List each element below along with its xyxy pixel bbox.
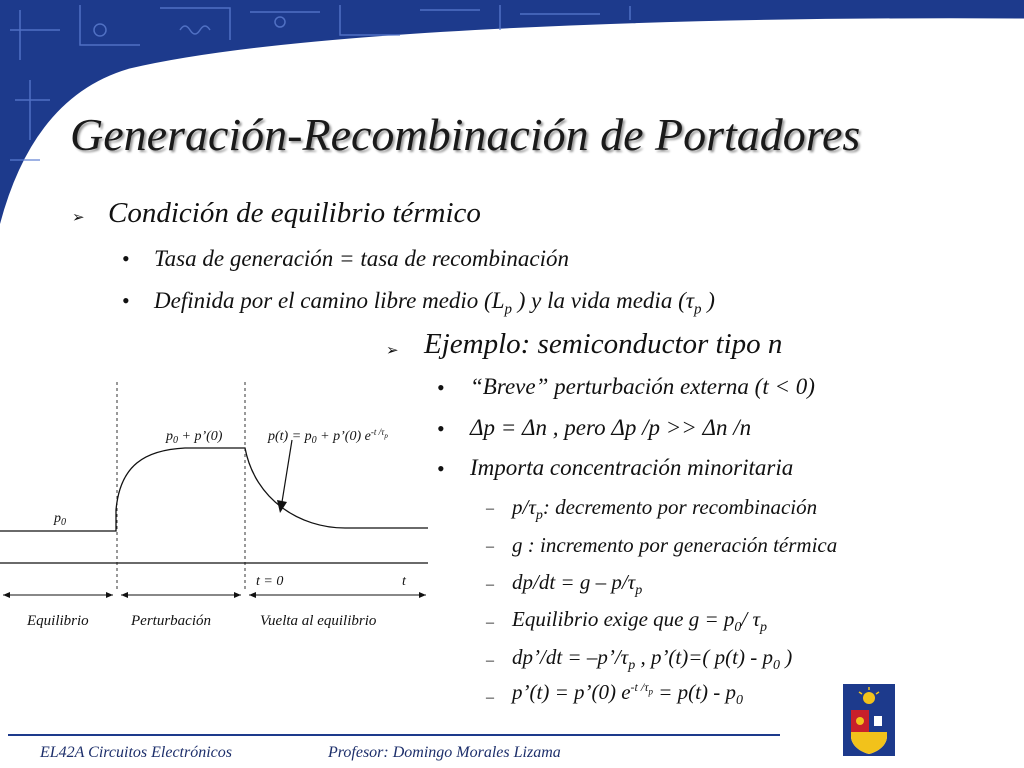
- dash-icon: –: [486, 500, 494, 517]
- dash-dpdt: $dp/dt = g - p/\tau_p$: [512, 570, 643, 599]
- arrow-bullet-icon: ➢: [72, 210, 85, 226]
- bullet-ejemplo: Ejemplo: semiconductor tipo n: [424, 328, 783, 360]
- dash-icon: –: [486, 689, 494, 706]
- ex-breve: “Breve” perturbación externa (t < 0): [470, 374, 815, 399]
- ex-importa: Importa concentración minoritaria: [470, 455, 794, 480]
- t-label: t: [402, 574, 406, 589]
- sub-bullet-definida: Definida por el camino libre medio ($L_p$ ) y la vida media ($\tau_p$ ): [154, 288, 715, 318]
- peak-label: $p_0$ + p’(0): [166, 429, 223, 446]
- region-perturbacion: Perturbación: [131, 613, 211, 629]
- bullet-dot-icon: •: [437, 375, 445, 400]
- footer-course: EL42A Circuitos Electrónicos: [40, 744, 232, 761]
- dash-pprime: p’(t) = p’(0) $e^{-t /\tau_p} = p(t) - p_0$: [512, 680, 744, 709]
- dash-icon: –: [486, 652, 494, 669]
- p0-label: $p_0$: [54, 511, 66, 528]
- ex-delta: Δp = Δn , pero Δp /p >> Δn /n: [470, 415, 752, 440]
- dash-icon: –: [486, 614, 494, 631]
- t0-label: t = 0: [256, 574, 284, 589]
- dash-icon: –: [486, 538, 494, 555]
- region-vuelta: Vuelta al equilibrio: [260, 613, 377, 629]
- decay-label: $p(t) = p_0$ + p’(0) $e^{-t /\tau}_p$: [268, 427, 388, 446]
- university-crest-icon: [843, 684, 895, 756]
- perturbation-diagram: [0, 370, 440, 640]
- footer-divider: [8, 734, 780, 736]
- bullet-dot-icon: •: [437, 456, 445, 481]
- footer-professor: Profesor: Domingo Morales Lizama: [328, 744, 561, 761]
- sub-bullet-tasa: Tasa de generación = tasa de recombinación: [154, 246, 569, 271]
- bullet-dot-icon: •: [122, 288, 130, 313]
- region-equilibrio: Equilibrio: [27, 613, 89, 629]
- bullet-dot-icon: •: [437, 416, 445, 441]
- slide-title: Generación-Recombinación de Portadores: [70, 109, 861, 160]
- arrow-head-icon: [277, 500, 287, 513]
- dash-incremento: g : incremento por generación térmica: [512, 533, 838, 557]
- dash-icon: –: [486, 576, 494, 593]
- dash-decremento: $p/\tau_p$: decremento por recombinación: [512, 495, 818, 524]
- annotation-arrow: [282, 440, 292, 502]
- bullet-dot-icon: •: [122, 246, 130, 271]
- arrow-bullet-icon: ➢: [386, 343, 399, 359]
- dash-equilibrio-exige: Equilibrio exige que $g = p_0/$ $\tau_p$: [512, 607, 767, 636]
- dash-dpprime: dp’/dt = $-p’/\tau_p$ , p’(t)=( $p(t) - p_0$ ): [512, 645, 793, 674]
- bullet-equilibrio: Condición de equilibrio térmico: [108, 197, 481, 229]
